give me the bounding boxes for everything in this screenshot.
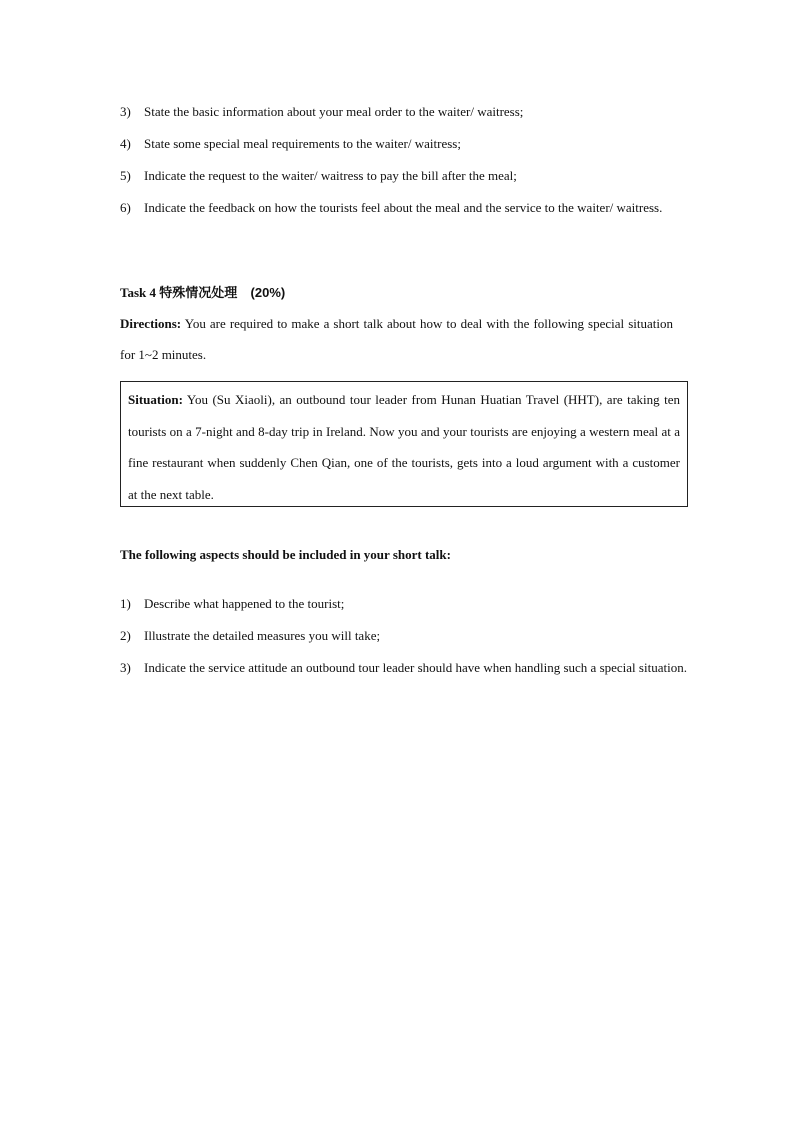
task-label: Task 4 bbox=[120, 285, 157, 300]
list-text: Indicate the feedback on how the tourists feel about the meal and the service to the waiter/ waitress. bbox=[144, 200, 663, 215]
list-number: 3) bbox=[120, 660, 131, 675]
list-text: Indicate the service attitude an outbound tour leader should have when handling such a special situation. bbox=[144, 660, 687, 675]
list-text: Describe what happened to the tourist; bbox=[144, 596, 345, 611]
list-item bbox=[120, 192, 688, 224]
list-text: Illustrate the detailed measures you will take; bbox=[144, 628, 381, 643]
directions-text: You are required to make a short talk about how to deal with the following special situation for 1~2 minutes. bbox=[120, 316, 673, 362]
list-number: 5) bbox=[120, 168, 131, 183]
list-item bbox=[120, 652, 688, 684]
directions-label: Directions: bbox=[120, 316, 182, 331]
list-number: 3) bbox=[120, 104, 131, 119]
list-number: 4) bbox=[120, 136, 131, 151]
list-item bbox=[120, 160, 688, 192]
task-weight: (20%) bbox=[250, 285, 286, 300]
list-item bbox=[120, 588, 688, 620]
list-item bbox=[120, 96, 688, 128]
situation-label: Situation: bbox=[128, 392, 183, 407]
situation-paragraph bbox=[128, 384, 680, 510]
situation-text: You (Su Xiaoli), an outbound tour leader from Hunan Huatian Travel (HHT), are taking ten tourists on a 7-night and 8-day trip in Ireland. Now you and your tourists are enjoying a western meal at a fine restaurant when suddenly Chen Qian, one of the tourists, gets into a loud argument with a customer at the next table. bbox=[128, 392, 680, 502]
list-number: 6) bbox=[120, 200, 131, 215]
requirements-list-continued bbox=[120, 96, 688, 224]
task-title-chinese: 特殊情况处理 bbox=[159, 286, 238, 301]
list-item bbox=[120, 620, 688, 652]
list-text: State some special meal requirements to the waiter/ waitress; bbox=[144, 136, 461, 151]
aspects-heading: The following aspects should be included in your short talk: bbox=[120, 547, 451, 562]
directions-paragraph bbox=[120, 308, 673, 370]
situation-box bbox=[120, 381, 688, 507]
task-4-heading bbox=[120, 284, 285, 303]
list-text: Indicate the request to the waiter/ waitress to pay the bill after the meal; bbox=[144, 168, 517, 183]
list-item bbox=[120, 128, 688, 160]
list-text: State the basic information about your meal order to the waiter/ waitress; bbox=[144, 104, 524, 119]
list-number: 2) bbox=[120, 628, 131, 643]
list-number: 1) bbox=[120, 596, 131, 611]
aspects-list bbox=[120, 588, 688, 684]
